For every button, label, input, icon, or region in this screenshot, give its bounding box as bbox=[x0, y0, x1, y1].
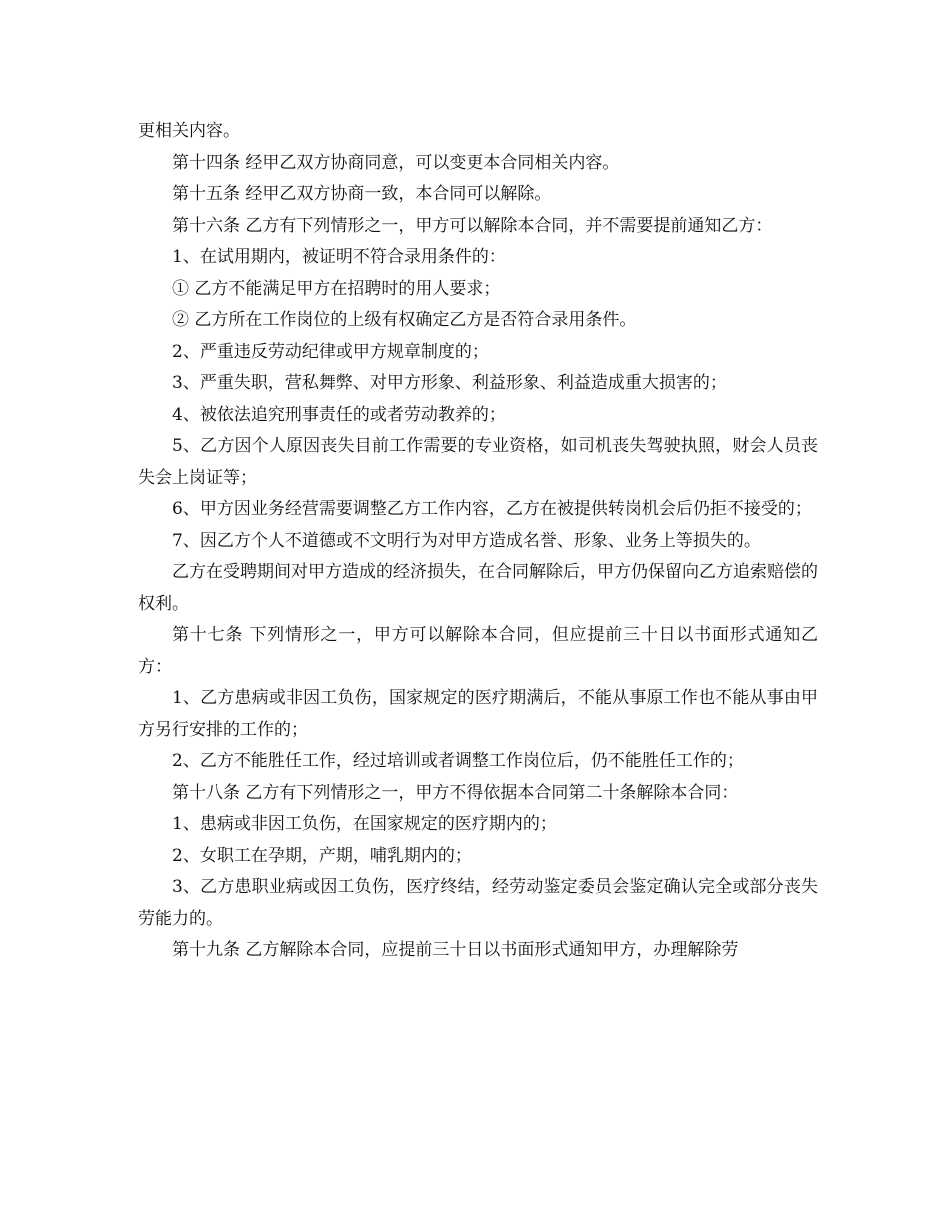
article-19: 第十九条 乙方解除本合同，应提前三十日以书面形式通知甲方，办理解除劳 bbox=[172, 940, 739, 960]
article-16-item-1-sub-1: ① 乙方不能满足甲方在招聘时的用人要求； bbox=[172, 278, 501, 299]
document-body bbox=[138, 116, 818, 967]
article-16-item-7: 7、因乙方个人不道德或不文明行为对甲方造成名誉、形象、业务上等损失的。 bbox=[172, 530, 761, 551]
article-14: 第十四条 经甲乙双方协商同意，可以变更本合同相关内容。 bbox=[172, 152, 620, 173]
article-17: 第十七条 下列情形之一，甲方可以解除本合同，但应提前三十日以书面形式通知乙方： bbox=[138, 625, 818, 677]
paragraph-continuation: 更相关内容。 bbox=[138, 121, 240, 141]
article-18-item-3: 3、乙方患职业病或因工负伤，医疗终结，经劳动鉴定委员会鉴定确认完全或部分丧失劳能力的。 bbox=[138, 877, 818, 929]
article-17-item-2: 2、乙方不能胜任工作，经过培训或者调整工作岗位后，仍不能胜任工作的； bbox=[172, 751, 744, 771]
article-16-item-4: 4、被依法追究刑事责任的或者劳动教养的； bbox=[172, 404, 506, 425]
article-18: 第十八条 乙方有下列情形之一，甲方不得依据本合同第二十条解除本合同： bbox=[172, 782, 739, 803]
article-16-item-1: 1、在试用期内，被证明不符合录用条件的： bbox=[172, 247, 506, 267]
article-16-item-6: 6、甲方因业务经营需要调整乙方工作内容，乙方在被提供转岗机会后仍拒不接受的； bbox=[172, 499, 812, 519]
article-16: 第十六条 乙方有下列情形之一，甲方可以解除本合同，并不需要提前通知乙方： bbox=[172, 215, 773, 236]
article-16-item-2: 2、严重违反劳动纪律或甲方规章制度的； bbox=[172, 341, 489, 362]
article-17-item-1: 1、乙方患病或非因工负伤，国家规定的医疗期满后，不能从事原工作也不能从事由甲方另行安排的工作的； bbox=[138, 688, 818, 740]
article-16-item-5: 5、乙方因个人原因丧失目前工作需要的专业资格，如司机丧失驾驶执照，财会人员丧失会上岗证等； bbox=[138, 436, 818, 488]
article-15: 第十五条 经甲乙双方协商一致，本合同可以解除。 bbox=[172, 184, 552, 204]
article-18-item-1: 1、患病或非因工负伤，在国家规定的医疗期内的； bbox=[172, 814, 557, 834]
article-16-note: 乙方在受聘期间对甲方造成的经济损失，在合同解除后，甲方仍保留向乙方追索赔偿的权利。 bbox=[138, 562, 818, 614]
article-16-item-3: 3、严重失职，营私舞弊、对甲方形象、利益形象、利益造成重大损害的； bbox=[172, 373, 727, 393]
article-18-item-2: 2、女职工在孕期，产期，哺乳期内的； bbox=[172, 845, 472, 866]
article-16-item-1-sub-2: ② 乙方所在工作岗位的上级有权确定乙方是否符合录用条件。 bbox=[172, 310, 637, 330]
